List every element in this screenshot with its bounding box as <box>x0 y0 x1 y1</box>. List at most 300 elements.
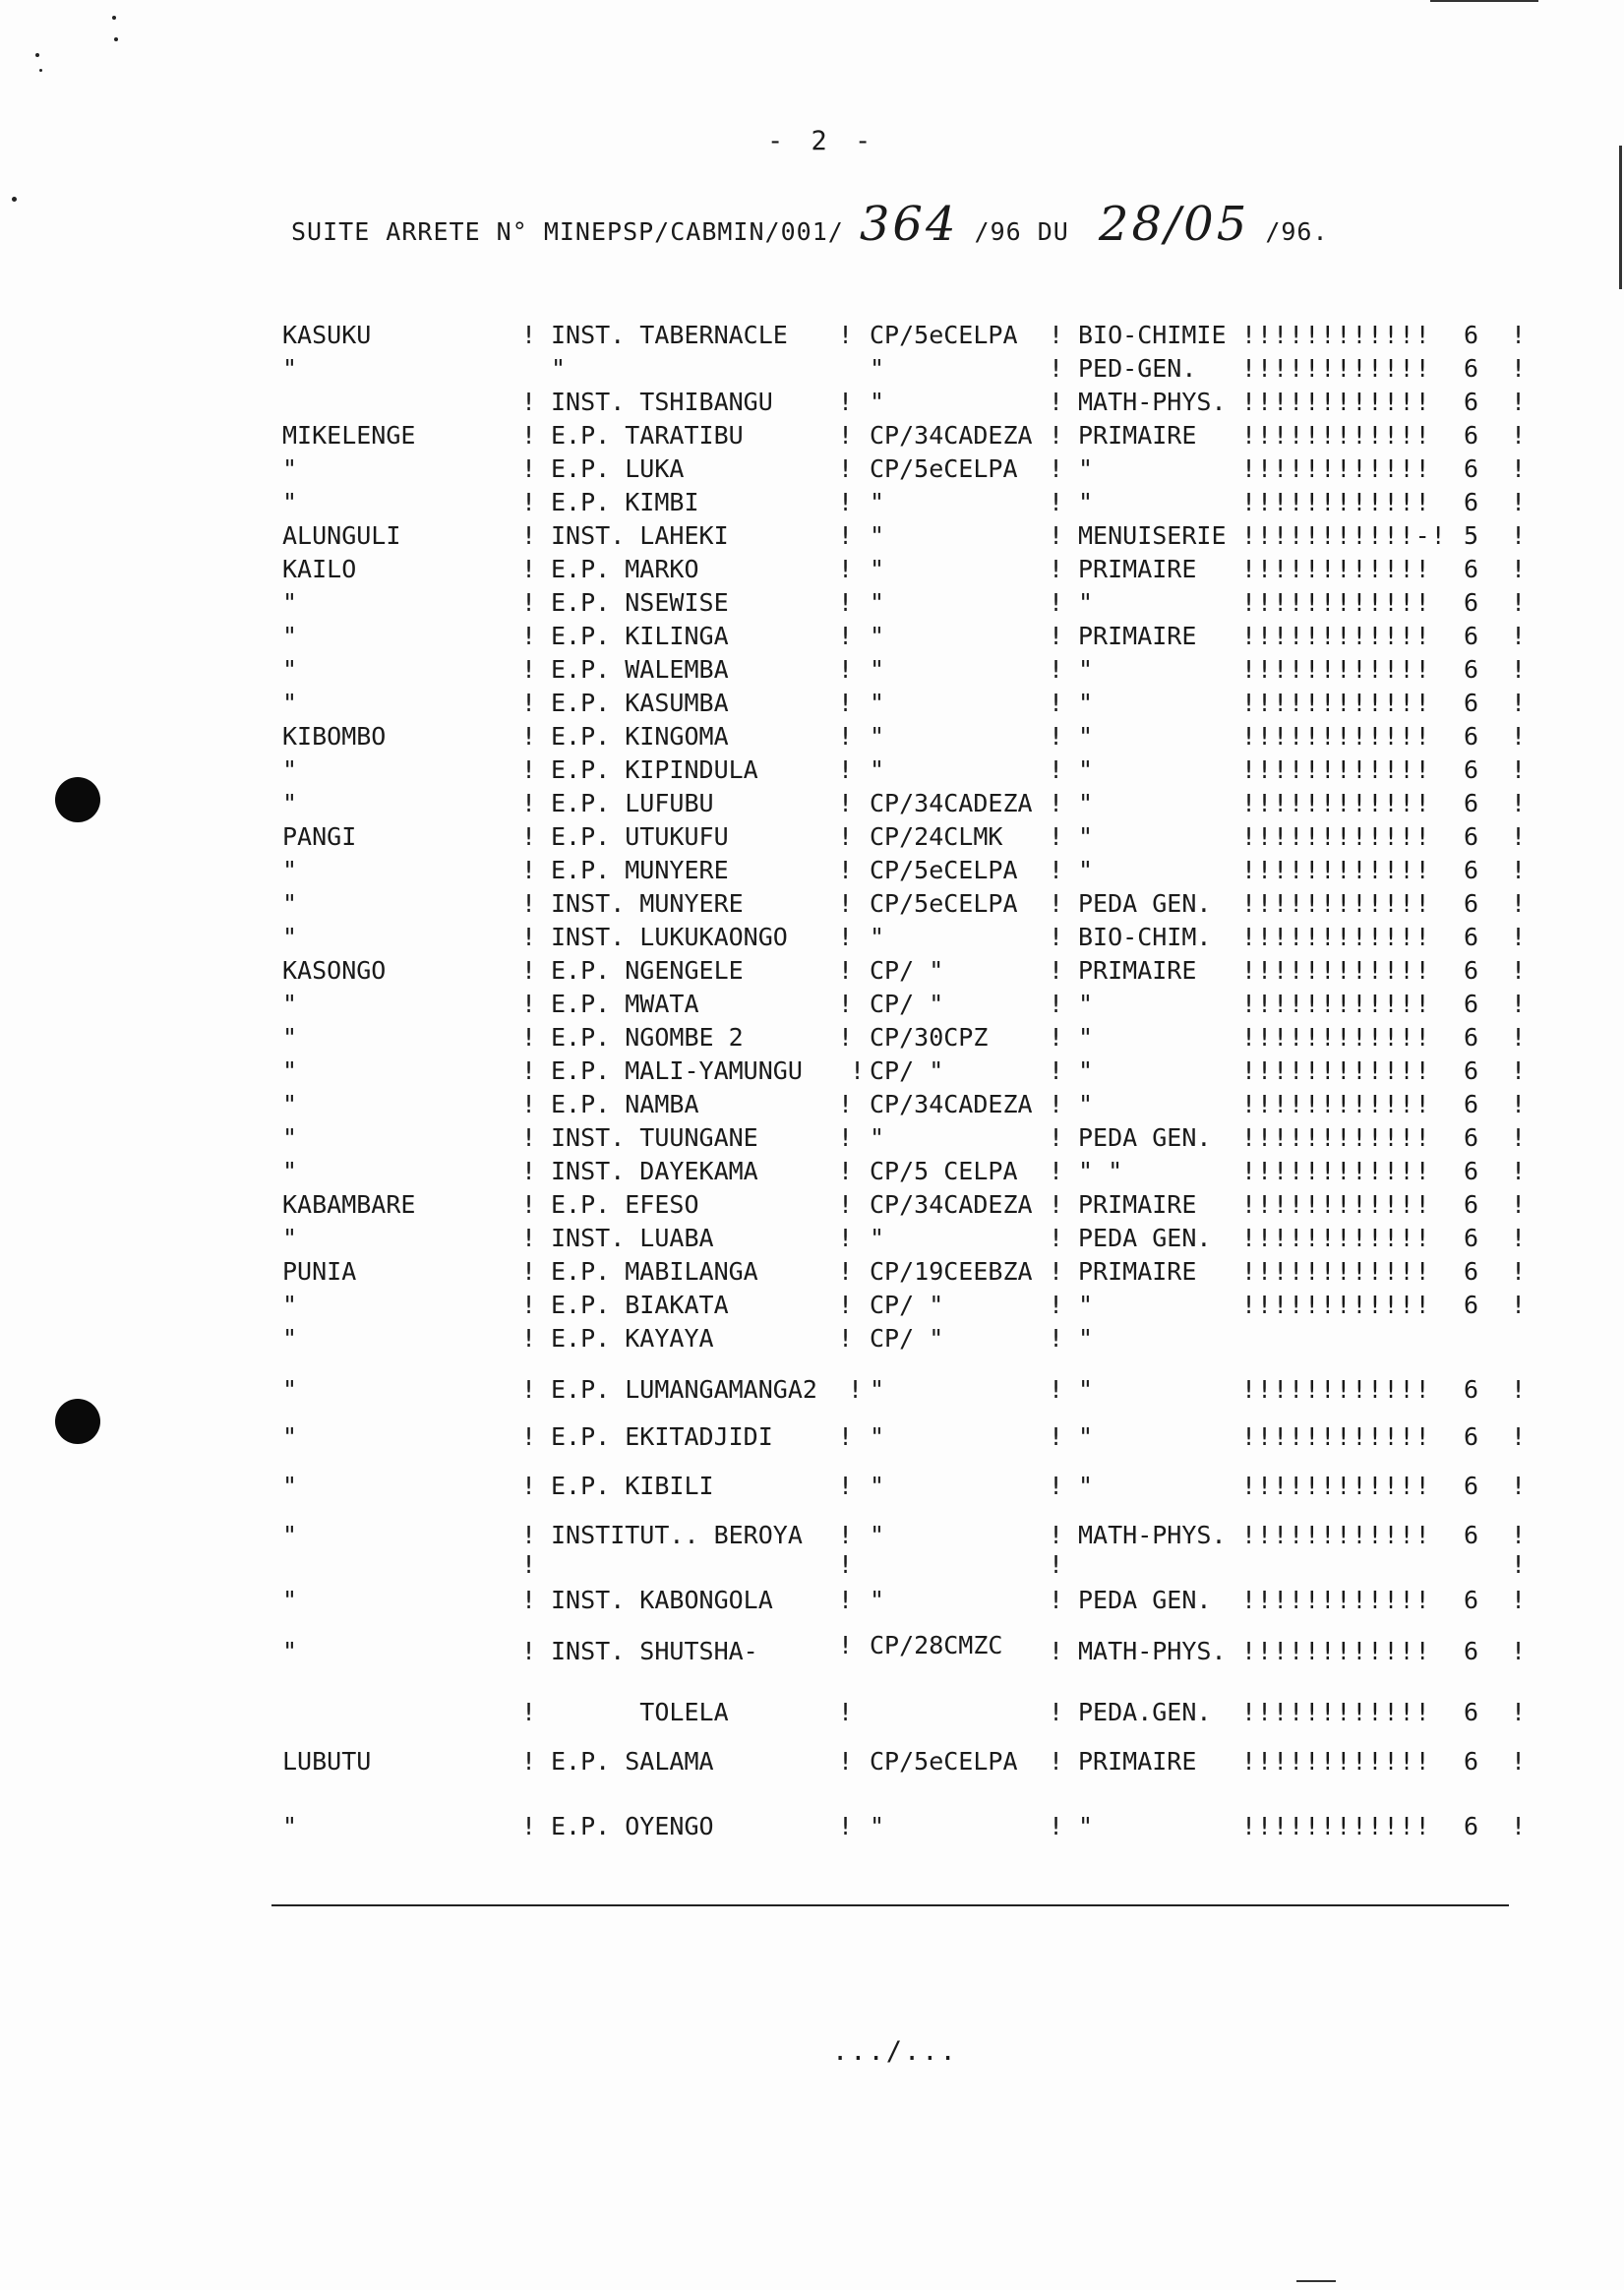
town-cell: " <box>282 1324 298 1353</box>
code-cell: " <box>870 689 885 717</box>
section-cell: " <box>1078 1056 1094 1085</box>
column-separator: ! <box>838 655 854 684</box>
column-separator: ! <box>1511 1586 1527 1614</box>
school-cell: E.P. NGOMBE 2 <box>551 1023 744 1052</box>
column-separator: ! <box>1511 1291 1527 1319</box>
column-separator: ! <box>838 1631 854 1659</box>
town-cell: MIKELENGE <box>282 421 416 450</box>
section-cell: " <box>1078 454 1094 483</box>
section-cell: PEDA GEN. <box>1078 889 1212 918</box>
count-cell: 6 <box>1464 488 1479 516</box>
column-separator: ! <box>1049 655 1064 684</box>
code-cell: CP/ " <box>870 1291 944 1319</box>
section-cell: " <box>1078 856 1094 884</box>
code-cell: " <box>870 722 885 751</box>
town-cell: PUNIA <box>282 1257 357 1286</box>
school-cell: E.P. LUFUBU <box>551 789 714 817</box>
school-cell: E.P. KIBILI <box>551 1472 714 1500</box>
code-cell: " <box>870 521 885 550</box>
column-separator: ! <box>1049 722 1064 751</box>
count-cell: 6 <box>1464 755 1479 784</box>
table-row <box>0 1472 1624 1507</box>
marks-cell: !!!!!!!!!!!! <box>1241 388 1431 416</box>
count-cell: 6 <box>1464 354 1479 383</box>
table-row <box>0 1375 1624 1411</box>
column-separator: ! <box>838 1698 854 1726</box>
school-cell: INST. LAHEKI <box>551 521 729 550</box>
column-separator: ! <box>1511 1747 1527 1776</box>
school-cell: E.P. MARKO <box>551 555 699 583</box>
table-row <box>0 354 1624 390</box>
marks-cell: !!!!!!!!!!!! <box>1241 1224 1431 1252</box>
column-separator: ! <box>1511 923 1527 951</box>
column-separator: ! <box>1049 1123 1064 1152</box>
column-separator: ! <box>1511 755 1527 784</box>
column-separator: ! <box>1049 1521 1064 1549</box>
town-cell: ALUNGULI <box>282 521 401 550</box>
marks-cell: !!!!!!!!!!!! <box>1241 1190 1431 1219</box>
town-cell: " <box>282 1422 298 1451</box>
table-row <box>0 488 1624 523</box>
scan-edge-line <box>1296 2280 1336 2282</box>
count-cell: 6 <box>1464 789 1479 817</box>
town-cell: KAILO <box>282 555 357 583</box>
column-separator: ! <box>1049 1090 1064 1118</box>
code-cell: " <box>870 488 885 516</box>
section-cell: " <box>1078 1023 1094 1052</box>
school-cell: E.P. UTUKUFU <box>551 822 729 851</box>
column-separator: ! <box>1049 1257 1064 1286</box>
school-cell: INST. SHUTSHA- <box>551 1637 758 1665</box>
marks-cell: !!!!!!!!!!!! <box>1241 889 1431 918</box>
school-cell: E.P. KILINGA <box>551 622 729 650</box>
code-cell: " <box>870 588 885 617</box>
column-separator: ! <box>838 856 854 884</box>
section-cell: PRIMAIRE <box>1078 1747 1197 1776</box>
code-cell: " <box>870 388 885 416</box>
town-cell: " <box>282 689 298 717</box>
code-cell: " <box>870 1375 885 1404</box>
column-separator: ! <box>838 1586 854 1614</box>
count-cell: 6 <box>1464 421 1479 450</box>
section-cell: PEDA.GEN. <box>1078 1698 1212 1726</box>
town-cell: " <box>282 1812 298 1840</box>
header-prefix: SUITE ARRETE N° MINEPSP/CABMIN/001/ <box>291 217 844 246</box>
column-separator: ! <box>1511 354 1527 383</box>
section-cell: MATH-PHYS. <box>1078 388 1227 416</box>
code-cell: CP/ " <box>870 1056 944 1085</box>
column-separator: ! <box>521 889 537 918</box>
school-cell: INSTITUT.. BEROYA <box>551 1521 803 1549</box>
column-separator: ! <box>521 722 537 751</box>
town-cell: " <box>282 789 298 817</box>
section-cell: " <box>1078 822 1094 851</box>
town-cell: " <box>282 856 298 884</box>
code-cell: " <box>870 1123 885 1152</box>
table-row <box>0 1812 1624 1847</box>
column-separator: ! <box>521 1637 537 1665</box>
code-cell: CP/28CMZC <box>870 1631 1003 1659</box>
section-cell: MATH-PHYS. <box>1078 1521 1227 1549</box>
code-cell: " <box>870 923 885 951</box>
section-cell: " <box>1078 689 1094 717</box>
column-separator: ! <box>521 321 537 349</box>
table-row <box>0 1023 1624 1058</box>
decree-date: 28/05 <box>1098 197 1250 252</box>
scan-edge-line <box>1619 146 1622 289</box>
school-cell: E.P. KASUMBA <box>551 689 729 717</box>
section-cell: PED-GEN. <box>1078 354 1197 383</box>
column-separator: ! <box>838 1157 854 1185</box>
code-cell: " <box>870 1812 885 1840</box>
column-separator: ! <box>1049 755 1064 784</box>
section-cell: " <box>1078 789 1094 817</box>
column-separator: ! <box>1511 990 1527 1018</box>
marks-cell: !!!!!!!!!!!! <box>1241 555 1431 583</box>
column-separator: ! <box>838 1257 854 1286</box>
table-row <box>0 856 1624 891</box>
column-separator: ! <box>1049 1291 1064 1319</box>
section-cell: " <box>1078 1324 1094 1353</box>
table-row <box>0 822 1624 858</box>
code-cell: " <box>870 1472 885 1500</box>
column-separator: ! <box>521 488 537 516</box>
table-row <box>0 321 1624 356</box>
section-cell: BIO-CHIMIE <box>1078 321 1227 349</box>
school-cell: INST. TUUNGANE <box>551 1123 758 1152</box>
table-row <box>0 1224 1624 1259</box>
table-row <box>0 1190 1624 1226</box>
column-separator: ! <box>838 722 854 751</box>
column-separator: ! <box>521 1190 537 1219</box>
table-row <box>0 689 1624 724</box>
column-separator: ! <box>1049 488 1064 516</box>
document-header <box>291 197 1329 252</box>
column-separator: ! <box>1049 990 1064 1018</box>
column-separator: ! <box>521 388 537 416</box>
column-separator: ! <box>1049 421 1064 450</box>
column-separator: ! <box>838 1291 854 1319</box>
code-cell: CP/24CLMK <box>870 822 1003 851</box>
town-cell: " <box>282 454 298 483</box>
marks-cell: !!!!!!!!!!!! <box>1241 1422 1431 1451</box>
town-cell: " <box>282 1157 298 1185</box>
column-separator: ! <box>521 1550 537 1579</box>
column-separator: ! <box>838 488 854 516</box>
school-cell: E.P. LUMANGAMANGA2 <box>551 1375 817 1404</box>
column-separator: ! <box>521 1291 537 1319</box>
code-cell: CP/30CPZ <box>870 1023 989 1052</box>
column-separator: ! <box>1511 889 1527 918</box>
column-separator: ! <box>521 1586 537 1614</box>
marks-cell: !!!!!!!!!!!! <box>1241 1586 1431 1614</box>
code-cell: CP/ " <box>870 1324 944 1353</box>
column-separator: ! <box>521 1023 537 1052</box>
table-row <box>0 588 1624 624</box>
marks-cell: !!!!!!!!!!!! <box>1241 1023 1431 1052</box>
column-separator: ! <box>521 1324 537 1353</box>
marks-cell: !!!!!!!!!!!! <box>1241 488 1431 516</box>
column-separator: ! <box>838 689 854 717</box>
column-separator: ! <box>521 1224 537 1252</box>
count-cell: 6 <box>1464 1023 1479 1052</box>
table-row <box>0 622 1624 657</box>
column-separator: ! <box>1049 1812 1064 1840</box>
table-row <box>0 755 1624 791</box>
school-cell: E.P. TARATIBU <box>551 421 744 450</box>
section-cell: PEDA GEN. <box>1078 1586 1212 1614</box>
town-cell: " <box>282 588 298 617</box>
column-separator: ! <box>838 789 854 817</box>
count-cell: 6 <box>1464 1698 1479 1726</box>
horizontal-rule <box>271 1904 1509 1906</box>
column-separator: ! <box>521 1747 537 1776</box>
column-separator: ! <box>521 454 537 483</box>
column-separator: ! <box>521 956 537 985</box>
column-separator: ! <box>1511 1375 1527 1404</box>
code-cell: " <box>870 622 885 650</box>
table-row <box>0 1324 1624 1359</box>
column-separator: ! <box>1049 1157 1064 1185</box>
column-separator: ! <box>838 1422 854 1451</box>
count-cell: 6 <box>1464 1422 1479 1451</box>
marks-cell: !!!!!!!!!!!! <box>1241 856 1431 884</box>
count-cell: 6 <box>1464 1747 1479 1776</box>
school-cell: E.P. NGENGELE <box>551 956 744 985</box>
table-row <box>0 1291 1624 1326</box>
column-separator: ! <box>521 1157 537 1185</box>
count-cell: 6 <box>1464 990 1479 1018</box>
marks-cell: !!!!!!!!!!!! <box>1241 689 1431 717</box>
marks-cell: !!!!!!!!!!!! <box>1241 1090 1431 1118</box>
count-cell: 6 <box>1464 722 1479 751</box>
column-separator: ! <box>838 1472 854 1500</box>
table-row <box>0 421 1624 456</box>
column-separator: ! <box>1049 354 1064 383</box>
school-cell: E.P. NSEWISE <box>551 588 729 617</box>
marks-cell: !!!!!!!!!!!! <box>1241 1521 1431 1549</box>
section-cell: MATH-PHYS. <box>1078 1637 1227 1665</box>
section-cell: " <box>1078 722 1094 751</box>
marks-cell: !!!!!!!!!!!! <box>1241 1257 1431 1286</box>
column-separator: ! <box>521 1123 537 1152</box>
page-number: - 2 - <box>767 126 877 156</box>
column-separator: ! <box>1511 1422 1527 1451</box>
table-row <box>0 1586 1624 1621</box>
count-cell: 6 <box>1464 1157 1479 1185</box>
town-cell: " <box>282 923 298 951</box>
column-separator: ! <box>838 822 854 851</box>
school-cell: E.P. MUNYERE <box>551 856 729 884</box>
town-cell: " <box>282 990 298 1018</box>
column-separator: ! <box>1049 555 1064 583</box>
marks-cell: !!!!!!!!!!!! <box>1241 1056 1431 1085</box>
marks-cell: !!!!!!!!!!!! <box>1241 1123 1431 1152</box>
code-cell: CP/ " <box>870 956 944 985</box>
count-cell: 6 <box>1464 1291 1479 1319</box>
column-separator: ! <box>1049 1586 1064 1614</box>
column-separator: ! <box>1511 1550 1527 1579</box>
marks-cell: !!!!!!!!!!!! <box>1241 421 1431 450</box>
table-row <box>0 655 1624 691</box>
count-cell: 6 <box>1464 856 1479 884</box>
column-separator: ! <box>1511 1023 1527 1052</box>
town-cell: " <box>282 1375 298 1404</box>
section-cell: " <box>1078 588 1094 617</box>
table-row <box>0 1747 1624 1782</box>
count-cell: 6 <box>1464 622 1479 650</box>
column-separator: ! <box>848 1375 864 1404</box>
column-separator: ! <box>1511 956 1527 985</box>
column-separator: ! <box>521 856 537 884</box>
column-separator: ! <box>521 1472 537 1500</box>
column-separator: ! <box>838 1521 854 1549</box>
count-cell: 6 <box>1464 1586 1479 1614</box>
column-separator: ! <box>1511 1257 1527 1286</box>
section-cell: PEDA GEN. <box>1078 1224 1212 1252</box>
code-cell: CP/34CADEZA <box>870 1090 1033 1118</box>
town-cell: PANGI <box>282 822 357 851</box>
marks-cell: !!!!!!!!!!!! <box>1241 1812 1431 1840</box>
column-separator: ! <box>521 421 537 450</box>
scan-speck <box>39 69 42 72</box>
column-separator: ! <box>521 1375 537 1404</box>
school-cell: E.P. EFESO <box>551 1190 699 1219</box>
town-cell: " <box>282 354 298 383</box>
count-cell: 6 <box>1464 822 1479 851</box>
code-cell: CP/5 CELPA <box>870 1157 1018 1185</box>
column-separator: ! <box>1049 1698 1064 1726</box>
column-separator: ! <box>838 555 854 583</box>
column-separator: ! <box>521 755 537 784</box>
section-cell: " <box>1078 1375 1094 1404</box>
count-cell: 6 <box>1464 1123 1479 1152</box>
column-separator: ! <box>838 454 854 483</box>
column-separator: ! <box>1511 454 1527 483</box>
column-separator: ! <box>1049 856 1064 884</box>
column-separator: ! <box>1049 923 1064 951</box>
section-cell: PRIMAIRE <box>1078 1190 1197 1219</box>
town-cell: KASONGO <box>282 956 387 985</box>
column-separator: ! <box>838 1090 854 1118</box>
column-separator: ! <box>838 622 854 650</box>
marks-cell: !!!!!!!!!!!! <box>1241 789 1431 817</box>
column-separator: ! <box>1049 388 1064 416</box>
column-separator: ! <box>838 956 854 985</box>
school-cell: E.P. MABILANGA <box>551 1257 758 1286</box>
table-row <box>0 1056 1624 1092</box>
column-separator: ! <box>521 1422 537 1451</box>
column-separator: ! <box>1511 421 1527 450</box>
marks-cell: !!!!!!!!!!!! <box>1241 588 1431 617</box>
town-cell: " <box>282 1224 298 1252</box>
table-row <box>0 789 1624 824</box>
section-cell: " <box>1078 1422 1094 1451</box>
column-separator: ! <box>838 1324 854 1353</box>
column-separator: ! <box>1049 622 1064 650</box>
count-cell: 6 <box>1464 1375 1479 1404</box>
column-separator: ! <box>838 1747 854 1776</box>
column-separator: ! <box>521 822 537 851</box>
section-cell: PRIMAIRE <box>1078 956 1197 985</box>
school-cell: INST. TSHIBANGU <box>551 388 773 416</box>
school-cell: E.P. SALAMA <box>551 1747 714 1776</box>
column-separator: ! <box>1511 1190 1527 1219</box>
scan-speck <box>12 197 17 202</box>
column-separator: ! <box>521 689 537 717</box>
table-row <box>0 990 1624 1025</box>
table-row <box>0 1698 1624 1733</box>
column-separator: ! <box>1511 1090 1527 1118</box>
count-cell: 6 <box>1464 454 1479 483</box>
code-cell: " <box>870 755 885 784</box>
marks-cell: !!!!!!!!!!!! <box>1241 454 1431 483</box>
school-cell: E.P. MWATA <box>551 990 699 1018</box>
scan-speck <box>114 37 118 41</box>
column-separator: ! <box>838 1812 854 1840</box>
town-cell: " <box>282 622 298 650</box>
column-separator: ! <box>1511 856 1527 884</box>
column-separator: ! <box>1511 388 1527 416</box>
column-separator: ! <box>838 1023 854 1052</box>
column-separator: ! <box>1049 321 1064 349</box>
column-separator: ! <box>838 521 854 550</box>
column-separator: ! <box>1511 1521 1527 1549</box>
town-cell: " <box>282 1521 298 1549</box>
column-separator: ! <box>521 1056 537 1085</box>
column-separator: ! <box>521 655 537 684</box>
code-cell: CP/34CADEZA <box>870 789 1033 817</box>
code-cell: " <box>870 1521 885 1549</box>
count-cell: 6 <box>1464 321 1479 349</box>
count-cell: 6 <box>1464 588 1479 617</box>
column-separator: ! <box>1511 1056 1527 1085</box>
table-row <box>0 1123 1624 1159</box>
school-cell: E.P. KIPINDULA <box>551 755 758 784</box>
table-row <box>0 1422 1624 1458</box>
code-cell: CP/5eCELPA <box>870 889 1018 918</box>
count-cell: 6 <box>1464 889 1479 918</box>
code-cell: CP/5eCELPA <box>870 1747 1018 1776</box>
column-separator: ! <box>1511 622 1527 650</box>
column-separator: ! <box>1511 722 1527 751</box>
column-separator: ! <box>521 521 537 550</box>
code-cell: CP/19CEEBZA <box>870 1257 1033 1286</box>
table-row <box>0 722 1624 757</box>
school-cell: E.P. KAYAYA <box>551 1324 714 1353</box>
town-cell: " <box>282 1637 298 1665</box>
code-cell: " <box>870 555 885 583</box>
column-separator: ! <box>1049 1224 1064 1252</box>
column-separator: ! <box>521 622 537 650</box>
town-cell: KIBOMBO <box>282 722 387 751</box>
town-cell: " <box>282 1586 298 1614</box>
town-cell: " <box>282 1472 298 1500</box>
column-separator: ! <box>521 1812 537 1840</box>
header-year-end: /96. <box>1265 217 1329 246</box>
column-separator: ! <box>1511 588 1527 617</box>
count-cell: 6 <box>1464 1090 1479 1118</box>
column-separator: ! <box>838 388 854 416</box>
table-row <box>0 956 1624 992</box>
code-cell: CP/ " <box>870 990 944 1018</box>
column-separator: ! <box>1511 321 1527 349</box>
column-separator: ! <box>1511 1637 1527 1665</box>
marks-cell: !!!!!!!!!!!! <box>1241 822 1431 851</box>
count-cell: 6 <box>1464 388 1479 416</box>
count-cell: 6 <box>1464 1190 1479 1219</box>
school-cell: INST. KABONGOLA <box>551 1586 773 1614</box>
